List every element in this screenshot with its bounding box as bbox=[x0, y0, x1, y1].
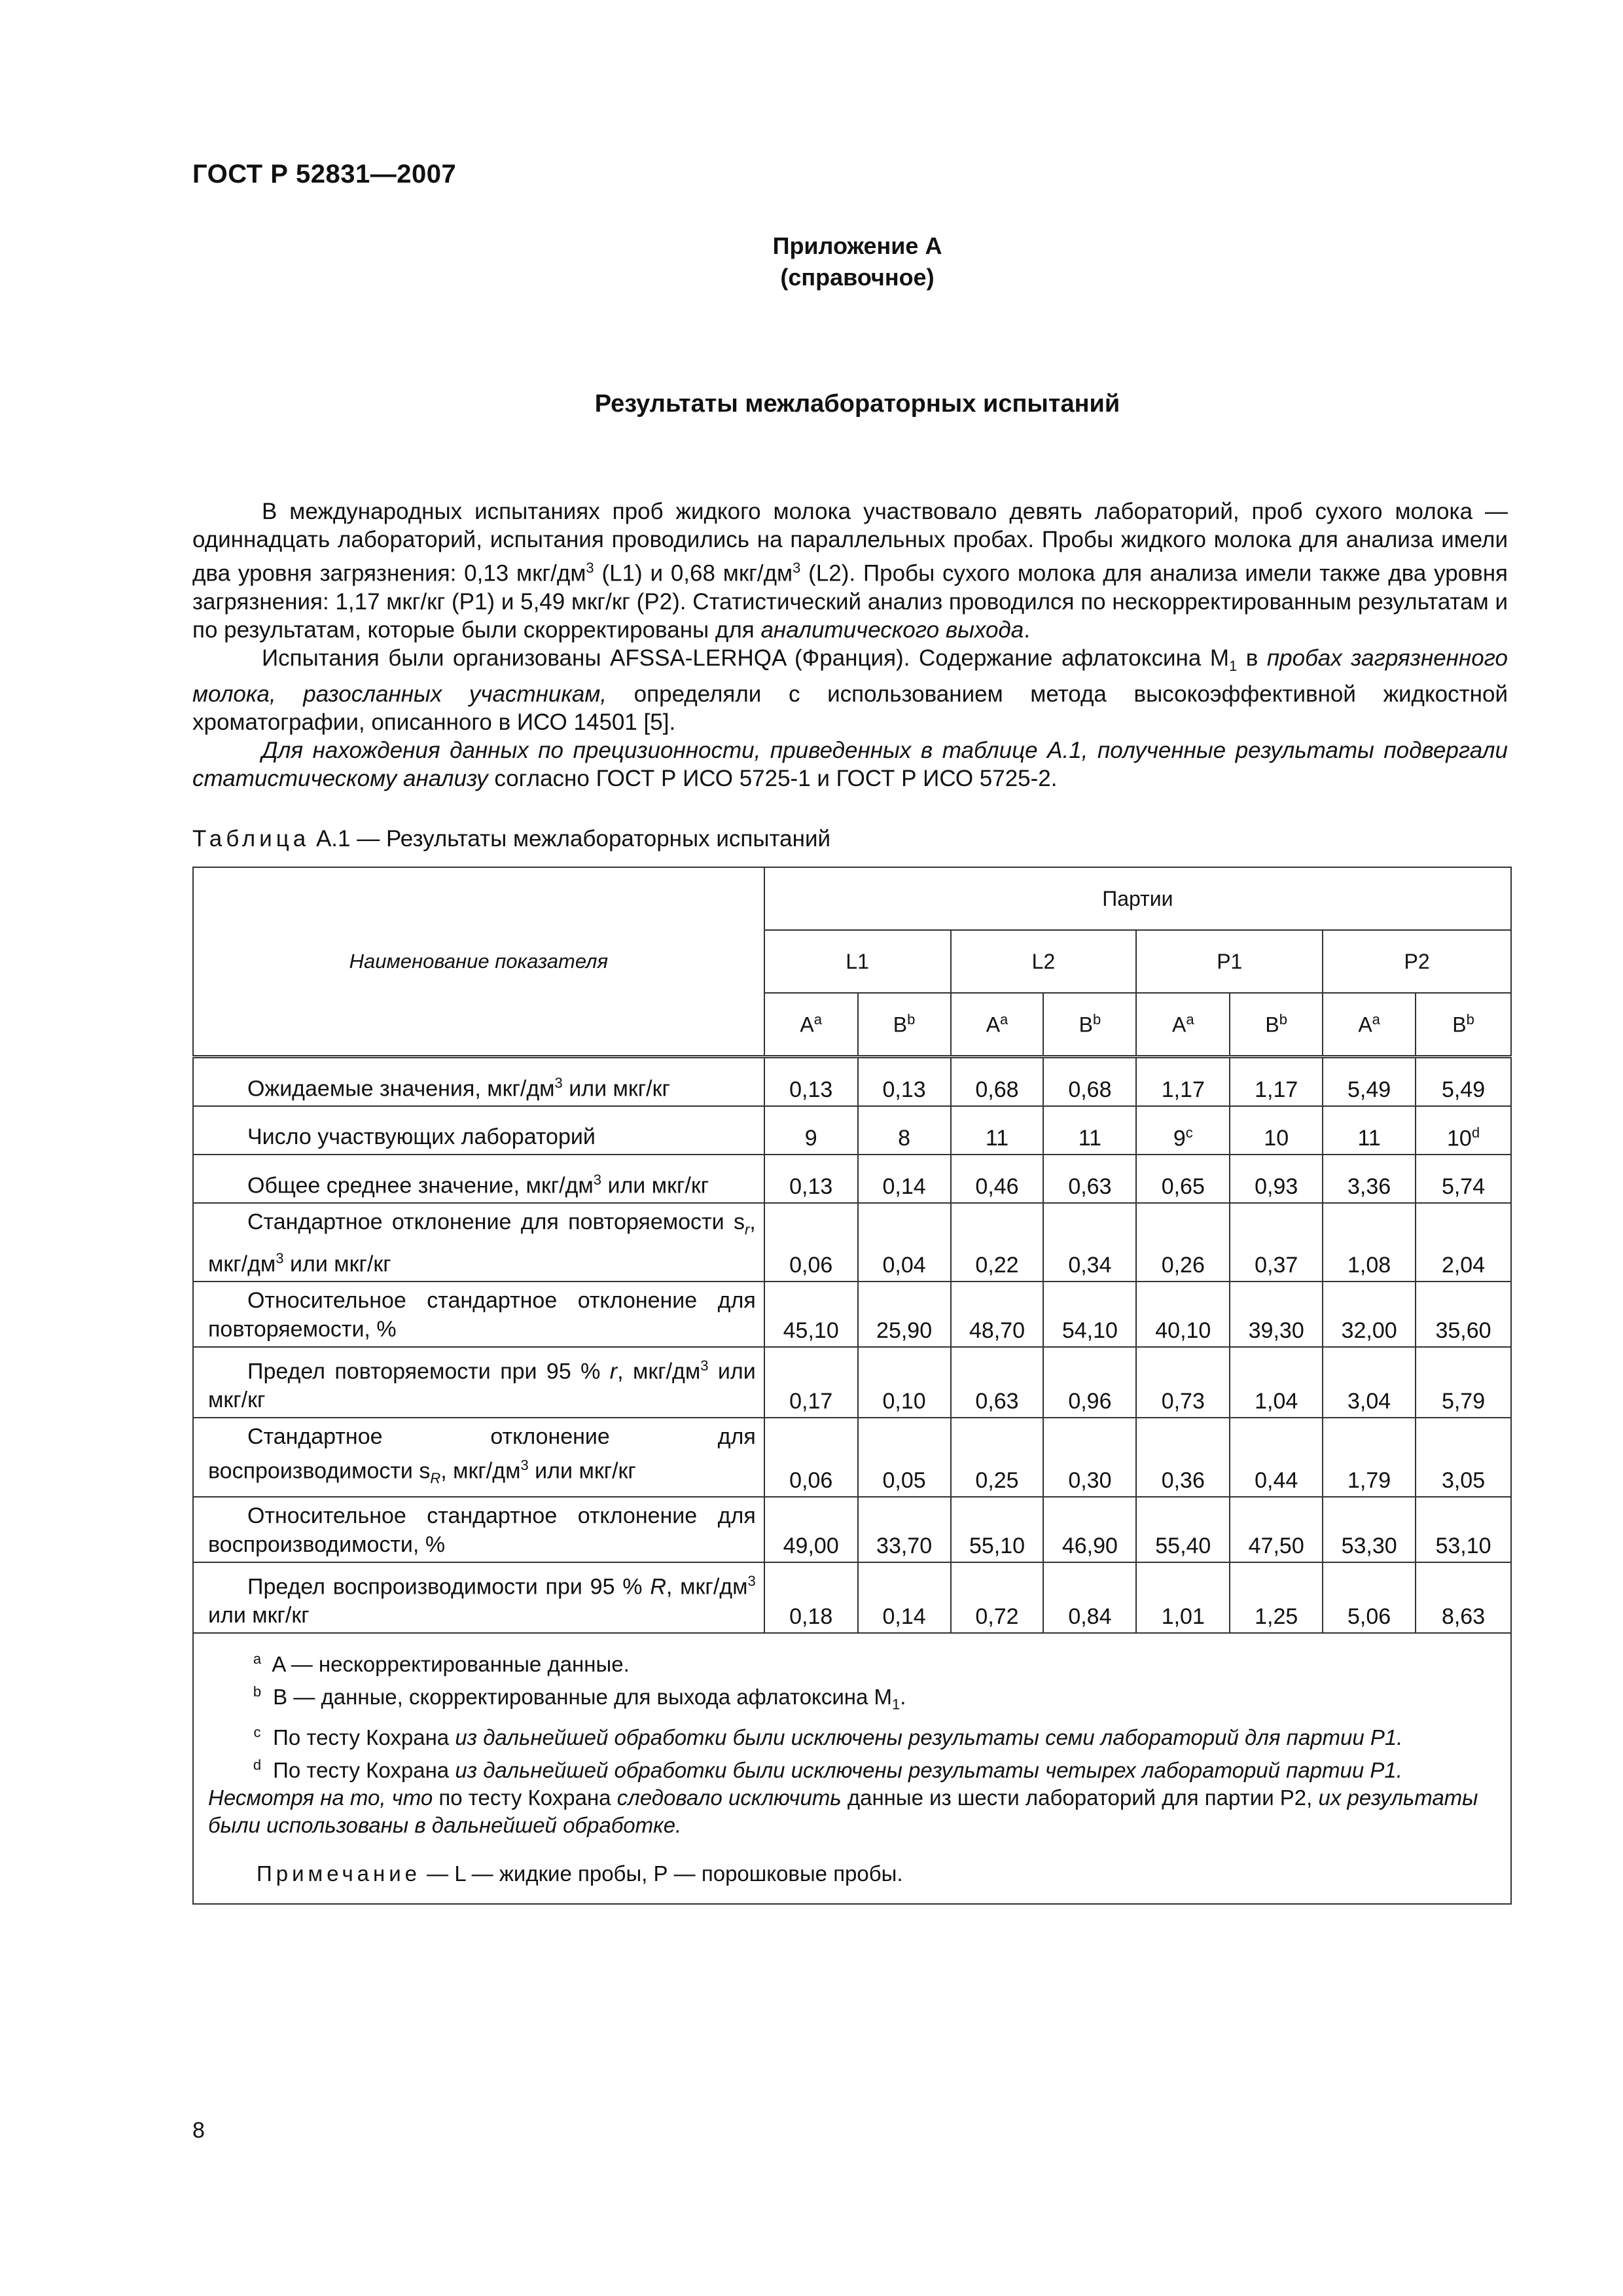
table-cell: 0,44 bbox=[1230, 1418, 1323, 1496]
table-cell: 0,25 bbox=[951, 1418, 1044, 1496]
table-cell: 0,06 bbox=[764, 1203, 858, 1282]
table-cell: 0,72 bbox=[951, 1562, 1044, 1633]
table-cell: 0,10 bbox=[858, 1347, 951, 1418]
table-cell: 35,60 bbox=[1416, 1282, 1511, 1347]
table-row bbox=[193, 1203, 1511, 1282]
footnote-a: a A — нескорректированные данные. bbox=[253, 1650, 630, 1676]
table-cell: 5,74 bbox=[1416, 1155, 1511, 1203]
table-cell: 0,84 bbox=[1043, 1562, 1136, 1633]
table-cell: 0,65 bbox=[1136, 1155, 1230, 1203]
table-row bbox=[193, 1562, 1511, 1633]
row-label: Предел воспроизводимости при 95 % R, мкг/$дм^3$ или мкг/кг bbox=[193, 1562, 764, 1633]
paragraph-3: Для нахождения данных по прецизионности, приведенных в таблице А.1, полученные результаты подвергали статистическому анализу согласно ГОСТ Р ИСО 5725-1 и ГОСТ Р ИСО 5725-2. bbox=[192, 737, 1508, 791]
header-parties: Партии bbox=[764, 867, 1511, 930]
table-cell: 0,06 bbox=[764, 1418, 858, 1496]
appendix-heading bbox=[0, 230, 1623, 293]
row-label: Относительное стандартное отклонение для повторяемости, % bbox=[193, 1282, 764, 1347]
table-cell: 5,49 bbox=[1323, 1057, 1416, 1107]
table-cell: 0,17 bbox=[764, 1347, 858, 1418]
table-cell: 8 bbox=[858, 1106, 951, 1155]
table-cell: 40,10 bbox=[1136, 1282, 1230, 1347]
table-cell: 0,05 bbox=[858, 1418, 951, 1496]
table-caption: Таблица А.1 — Результаты межлабораторных испытаний bbox=[192, 826, 831, 852]
table-cell: 25,90 bbox=[858, 1282, 951, 1347]
footnotes-row bbox=[193, 1633, 1511, 1904]
table-cell: 53,10 bbox=[1416, 1497, 1511, 1562]
subheader-a: $A^a$ bbox=[951, 993, 1044, 1057]
table-cell: 55,10 bbox=[951, 1497, 1044, 1562]
row-label: Ожидаемые значения, мкг/$дм^3$ или мкг/кг bbox=[193, 1057, 764, 1107]
table-cell: 5,06 bbox=[1323, 1562, 1416, 1633]
table-cell: 3,04 bbox=[1323, 1347, 1416, 1418]
header-group: P1 bbox=[1136, 930, 1323, 993]
table-cell: 0,22 bbox=[951, 1203, 1044, 1282]
table-row bbox=[193, 1347, 1511, 1418]
table-cell: 0,36 bbox=[1136, 1418, 1230, 1496]
header-group: L1 bbox=[764, 930, 951, 993]
header-group: L2 bbox=[951, 930, 1137, 993]
table-cell: 0,63 bbox=[1043, 1155, 1136, 1203]
table-cell: 1,04 bbox=[1230, 1347, 1323, 1418]
table-cell: 0,30 bbox=[1043, 1418, 1136, 1496]
row-label: Стандартное отклонение для повторяемости $s_r$, мкг/$дм^3$ или мкг/кг bbox=[193, 1203, 764, 1282]
table-cell: 1,01 bbox=[1136, 1562, 1230, 1633]
table-cell: 9$^c$ bbox=[1136, 1106, 1230, 1155]
table-cell: 32,00 bbox=[1323, 1282, 1416, 1347]
table-cell: 49,00 bbox=[764, 1497, 858, 1562]
table-cell: 39,30 bbox=[1230, 1282, 1323, 1347]
subheader-b: $B^b$ bbox=[858, 993, 951, 1057]
table-row bbox=[193, 1497, 1511, 1562]
table-cell: 0,13 bbox=[764, 1057, 858, 1107]
table-cell: 0,04 bbox=[858, 1203, 951, 1282]
table-row bbox=[193, 1106, 1511, 1155]
paragraph-2: Испытания были организованы AFSSA-LERHQA (Франция). Содержание афлатоксина $M_1$ в пробах загрязненного молока, разосланных участникам, определяли с использованием метода высокоэффективной жидкостной хроматографии, описанного в ИСО 14501 [5]. bbox=[192, 645, 1508, 735]
subheader-b: $B^b$ bbox=[1230, 993, 1323, 1057]
subheader-b: $B^b$ bbox=[1043, 993, 1136, 1057]
footnotes bbox=[193, 1633, 1511, 1904]
table-cell: 8,63 bbox=[1416, 1562, 1511, 1633]
table-cell: 5,79 bbox=[1416, 1347, 1511, 1418]
row-label: Стандартное отклонение для воспроизводимости $s_R$, мкг/$дм^3$ или мкг/кг bbox=[193, 1418, 764, 1496]
table-note: Примечание — L — жидкие пробы, Р — порошковые пробы. bbox=[257, 1861, 903, 1886]
row-label: Число участвующих лабораторий bbox=[193, 1106, 764, 1155]
table-cell: 0,14 bbox=[858, 1562, 951, 1633]
table-cell: 1,25 bbox=[1230, 1562, 1323, 1633]
table-cell: 0,13 bbox=[858, 1057, 951, 1107]
table-row bbox=[193, 1057, 1511, 1107]
header-name-column: Наименование показателя bbox=[193, 867, 764, 1057]
footnote-d: d По тесту Кохрана из дальнейшей обработки были исключены результаты четырех лабораторий партии Р1. Несмотря на то, что по тесту Кохрана следовало исключить данные из шести лабораторий для партии Р2, их результаты были использованы в дальнейшей обработке. bbox=[208, 1756, 1478, 1837]
table-cell: 1,17 bbox=[1136, 1057, 1230, 1107]
section-title: Результаты межлабораторных испытаний bbox=[594, 390, 1120, 418]
subheader-a: $A^a$ bbox=[1323, 993, 1416, 1057]
table-cell: 10 bbox=[1230, 1106, 1323, 1155]
table-cell: 3,05 bbox=[1416, 1418, 1511, 1496]
table-cell: 54,10 bbox=[1043, 1282, 1136, 1347]
footnote-c: c По тесту Кохрана из дальнейшей обработки были исключены результаты семи лабораторий для партии Р1. bbox=[253, 1723, 1403, 1749]
table-cell: 0,73 bbox=[1136, 1347, 1230, 1418]
table-cell: 5,49 bbox=[1416, 1057, 1511, 1107]
row-label: Относительное стандартное отклонение для воспроизводимости, % bbox=[193, 1497, 764, 1562]
table-cell: 0,26 bbox=[1136, 1203, 1230, 1282]
header-group: P2 bbox=[1323, 930, 1511, 993]
table-body bbox=[193, 1057, 1511, 1633]
table-row bbox=[193, 1155, 1511, 1203]
table-cell: 10$^d$ bbox=[1416, 1106, 1511, 1155]
table-cell: 0,93 bbox=[1230, 1155, 1323, 1203]
table-cell: 11 bbox=[951, 1106, 1044, 1155]
table-cell: 46,90 bbox=[1043, 1497, 1136, 1562]
document-code: ГОСТ Р 52831—2007 bbox=[192, 160, 457, 188]
subheader-a: $A^a$ bbox=[1136, 993, 1230, 1057]
appendix-subtitle: (справочное) bbox=[780, 264, 935, 291]
body-text bbox=[192, 497, 1508, 793]
table-row bbox=[193, 1418, 1511, 1496]
table-cell: 11 bbox=[1043, 1106, 1136, 1155]
footnote-b: b B — данные, скорректированные для выхода афлатоксина $M_1$. bbox=[253, 1683, 906, 1713]
table-cell: 0,96 bbox=[1043, 1347, 1136, 1418]
table-cell: 47,50 bbox=[1230, 1497, 1323, 1562]
header-row-parties bbox=[193, 867, 1511, 930]
table-cell: 2,04 bbox=[1416, 1203, 1511, 1282]
results-table bbox=[192, 867, 1512, 1905]
table-cell: 53,30 bbox=[1323, 1497, 1416, 1562]
table-cell: 0,37 bbox=[1230, 1203, 1323, 1282]
table-cell: 0,63 bbox=[951, 1347, 1044, 1418]
table-cell: 48,70 bbox=[951, 1282, 1044, 1347]
table-cell: 33,70 bbox=[858, 1497, 951, 1562]
table-row bbox=[193, 1282, 1511, 1347]
table-cell: 9 bbox=[764, 1106, 858, 1155]
table-cell: 1,79 bbox=[1323, 1418, 1416, 1496]
appendix-title: Приложение А bbox=[772, 232, 942, 259]
paragraph-1: В международных испытаниях проб жидкого молока участвовало девять лабораторий, проб сухого молока — одиннадцать лабораторий, испытания проводились на параллельных пробах. Пробы жидкого молока для анализа имели два уровня загрязнения: 0,13 мкг/$дм^3$ (L1) и 0,68 мкг/$дм^3$ (L2). Пробы сухого молока для анализа имели также два уровня загрязнения: 1,17 мкг/кг (Р1) и 5,49 мкг/кг (Р2). Статистический анализ проводился по нескорректированным результатам и по результатам, которые были скорректированы для аналитического выхода. bbox=[192, 499, 1508, 643]
table-cell: 1,17 bbox=[1230, 1057, 1323, 1107]
row-label: Предел повторяемости при 95 % r, мкг/$дм^3$ или мкг/кг bbox=[193, 1347, 764, 1418]
subheader-a: $A^a$ bbox=[764, 993, 858, 1057]
table-cell: 0,68 bbox=[1043, 1057, 1136, 1107]
table-cell: 0,18 bbox=[764, 1562, 858, 1633]
table-cell: 1,08 bbox=[1323, 1203, 1416, 1282]
table-cell: 55,40 bbox=[1136, 1497, 1230, 1562]
table-cell: 0,46 bbox=[951, 1155, 1044, 1203]
row-label: Общее среднее значение, мкг/$дм^3$ или мкг/кг bbox=[193, 1155, 764, 1203]
table-cell: 0,13 bbox=[764, 1155, 858, 1203]
table-cell: 11 bbox=[1323, 1106, 1416, 1155]
table-cell: 0,68 bbox=[951, 1057, 1044, 1107]
table-cell: 45,10 bbox=[764, 1282, 858, 1347]
table-cell: 3,36 bbox=[1323, 1155, 1416, 1203]
subheader-b: $B^b$ bbox=[1416, 993, 1511, 1057]
table-cell: 0,14 bbox=[858, 1155, 951, 1203]
table-cell: 0,34 bbox=[1043, 1203, 1136, 1282]
page-number: 8 bbox=[192, 2118, 205, 2143]
